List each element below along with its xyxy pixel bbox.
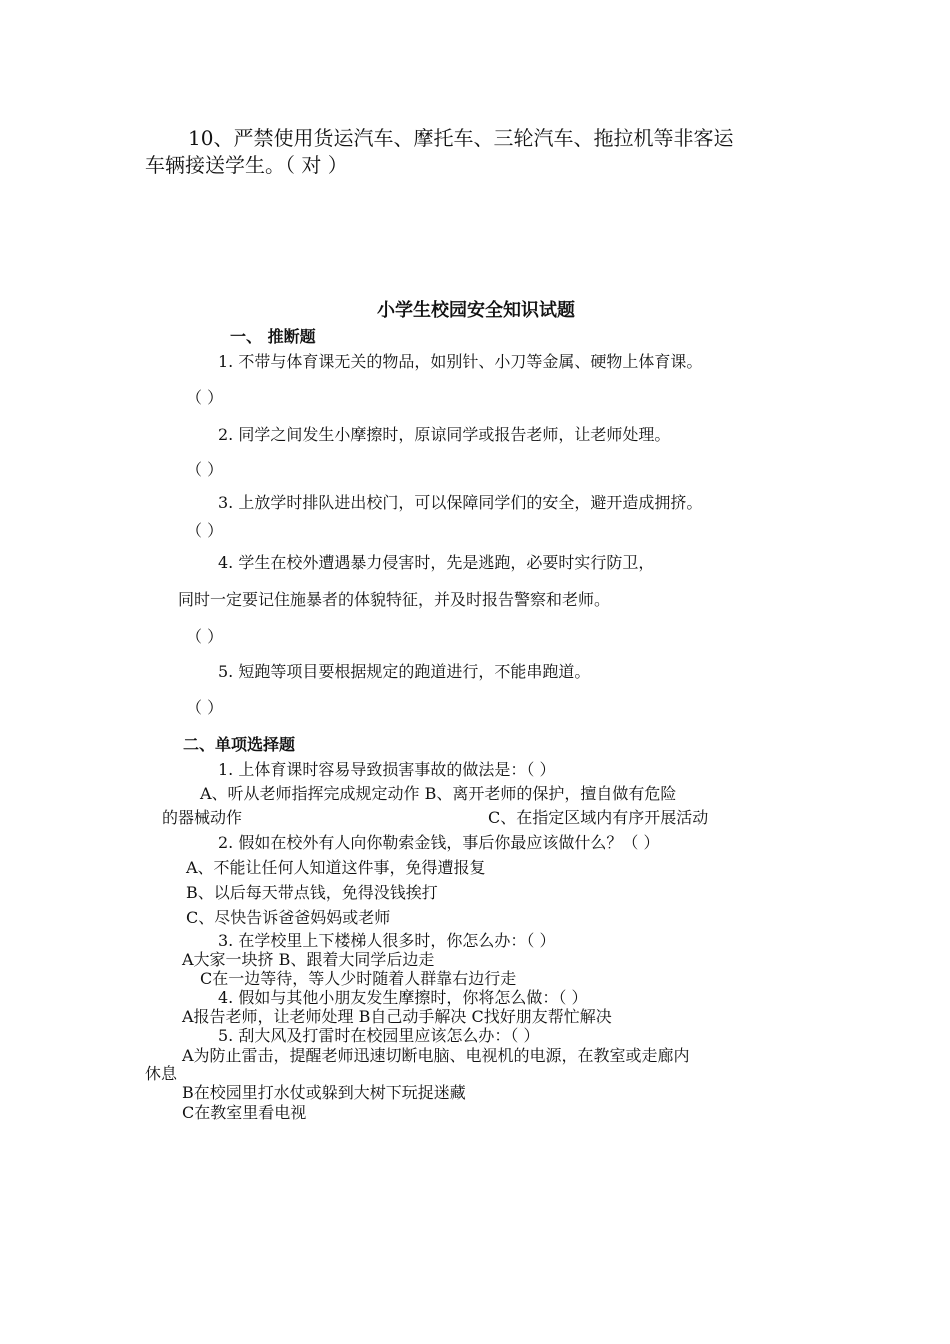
tf-question-5: 5. 短跑等项目要根据规定的跑道进行，不能串跑道。 [218,662,591,681]
section2-heading: 二、单项选择题 [183,735,296,754]
mc-question-5-option-c: C在教室里看电视 [182,1103,307,1122]
tf-answer-blank-1: （ ） [186,388,224,407]
tf-question-3: 3. 上放学时排队进出校门，可以保障同学们的安全，避开造成拥挤。 [218,493,703,512]
mc-question-3-option-c: C在一边等待，等人少时随着人群靠右边行走 [200,969,517,988]
mc-question-2: 2. 假如在校外有人向你勒索金钱，事后你最应该做什么？（ ） [218,833,660,852]
tf-question-4: 4. 学生在校外遭遇暴力侵害时，先是逃跑，必要时实行防卫， [218,553,655,572]
tf-question-2: 2. 同学之间发生小摩擦时，原谅同学或报告老师，让老师处理。 [218,425,671,444]
section1-heading: 一、 推断题 [230,327,316,346]
tf-answer-blank-5: （ ） [186,698,224,717]
mc-question-1-options: A、听从老师指挥完成规定动作 B、离开老师的保护，擅自做有危险 [200,784,677,803]
mc-question-2-option-c: C、尽快告诉爸爸妈妈或老师 [186,908,391,927]
mc-question-5-option-a: A为防止雷击，提醒老师迅速切断电脑、电视机的电源，在教室或走廊内 [182,1046,690,1065]
mc-question-1-options-cont: 的器械动作 [162,808,243,827]
mc-question-3: 3. 在学校里上下楼梯人很多时，你怎么办：（ ） [218,931,556,950]
mc-question-5-option-a-cont: 休息 [145,1064,178,1083]
intro-line-2: 车辆接送学生。（ 对 ） [145,153,348,177]
mc-question-3-options-ab: A大家一块挤 B、跟着大同学后边走 [182,950,435,969]
tf-question-4-cont: 同时一定要记住施暴者的体貌特征，并及时报告警察和老师。 [178,590,611,609]
mc-question-5-option-b: B在校园里打水仗或躲到大树下玩捉迷藏 [182,1083,466,1102]
mc-question-1-option-c: C、在指定区域内有序开展活动 [488,808,709,827]
tf-answer-blank-4: （ ） [186,627,224,646]
tf-answer-blank-2: （ ） [186,460,224,479]
mc-question-2-option-a: A、不能让任何人知道这件事，免得遭报复 [186,858,486,877]
page-title: 小学生校园安全知识试题 [377,300,575,321]
mc-question-4: 4. 假如与其他小朋友发生摩擦时，你将怎么做：（ ） [218,988,588,1007]
mc-question-5: 5. 刮大风及打雷时在校园里应该怎么办：（ ） [218,1026,540,1045]
mc-question-4-options: A报告老师，让老师处理 B自己动手解决 C找好朋友帮忙解决 [182,1007,612,1026]
tf-question-1: 1. 不带与体育课无关的物品，如别针、小刀等金属、硬物上体育课。 [218,352,703,371]
intro-line-1: 10、严禁使用货运汽车、摩托车、三轮汽车、拖拉机等非客运 [188,126,734,150]
mc-question-2-option-b: B、以后每天带点钱，免得没钱挨打 [186,883,438,902]
mc-question-1: 1. 上体育课时容易导致损害事故的做法是：（ ） [218,760,556,779]
tf-answer-blank-3: （ ） [186,521,224,540]
